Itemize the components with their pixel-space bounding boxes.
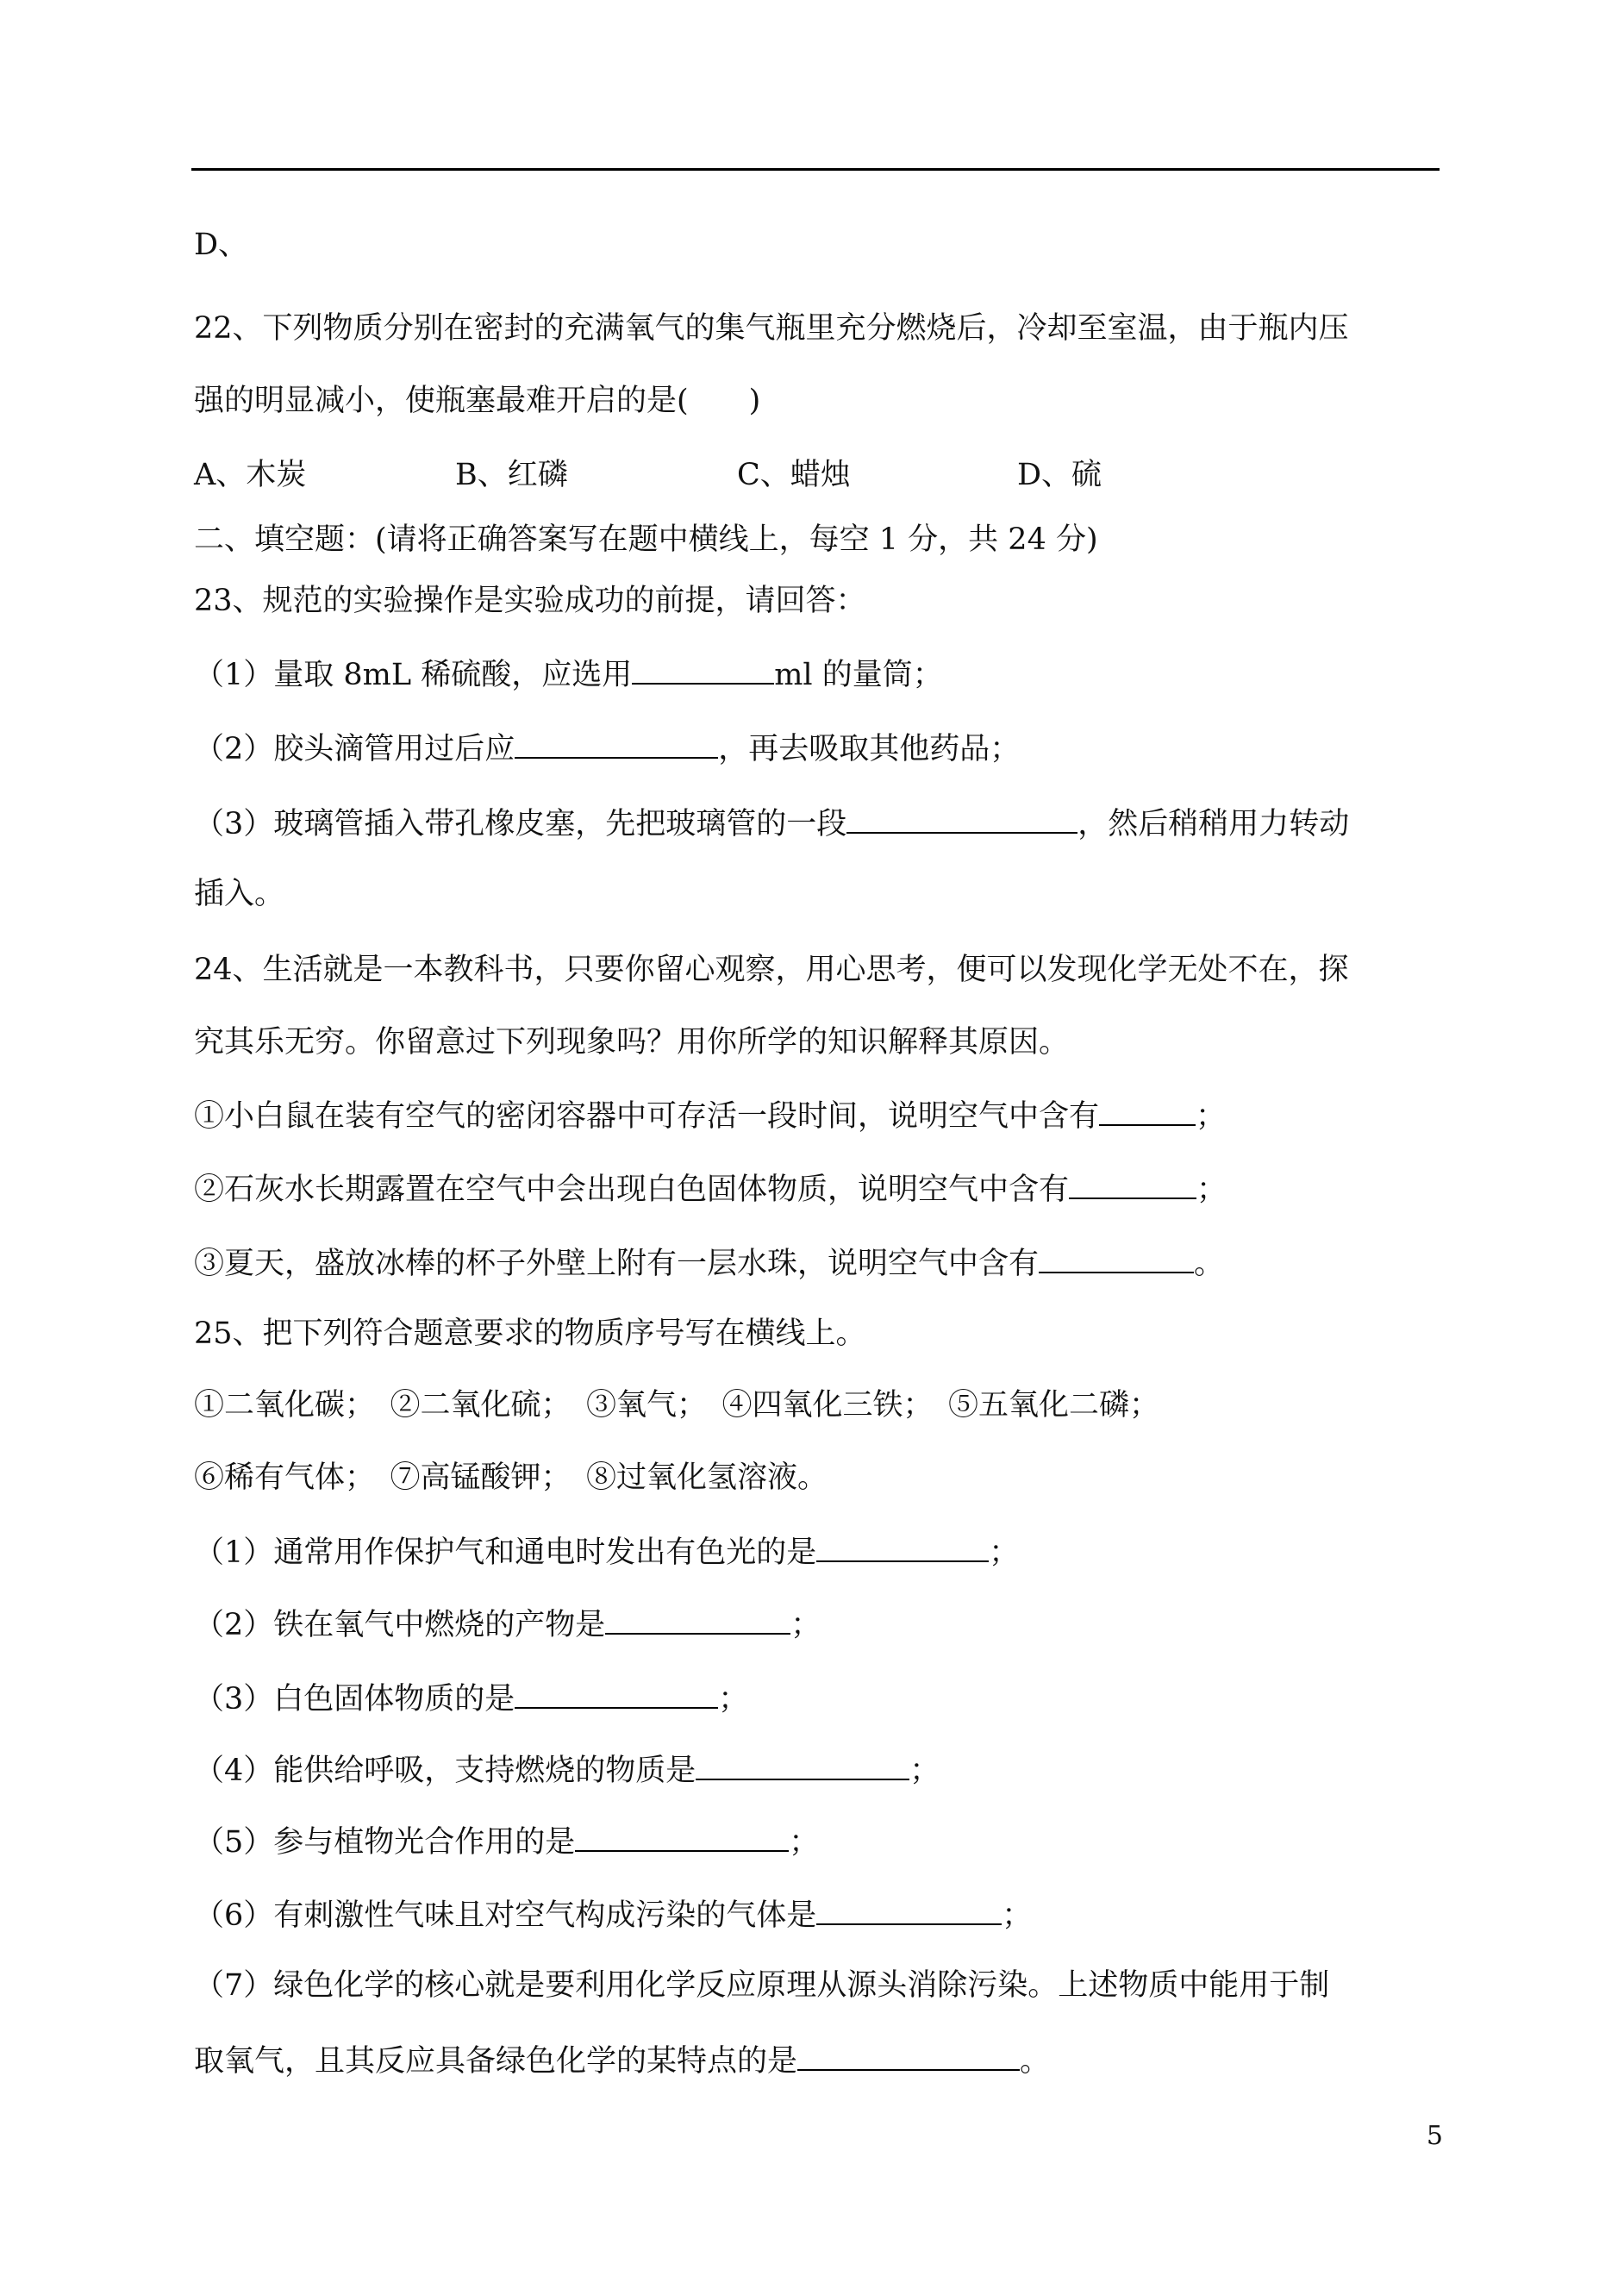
answer-blank[interactable] — [1039, 1242, 1194, 1273]
q24-stem-line1: 24、生活就是一本教科书，只要你留心观察，用心思考，便可以发现化学无处不在，探 — [194, 953, 1349, 987]
answer-blank[interactable] — [515, 728, 718, 759]
q25-stem: 25、把下列符合题意要求的物质序号写在横线上。 — [194, 1316, 866, 1351]
q25-part-6: （6）有刺激性气味且对空气构成污染的气体是 ； — [194, 1894, 1032, 1935]
q21-option-d: D、 — [194, 228, 249, 262]
q25-part-2: （2）铁在氧气中燃烧的产物是 ； — [194, 1604, 821, 1644]
answer-blank[interactable] — [797, 2040, 1020, 2071]
q24-stem-line2: 究其乐无穷。你留意过下列现象吗？用你所学的知识解释其原因。 — [194, 1025, 1070, 1060]
q23-part-3-cont: 插入。 — [194, 877, 285, 911]
q24-item-2: ②石灰水长期露置在空气中会出现白色固体物质，说明空气中含有 ； — [194, 1168, 1227, 1209]
q23-part-1: （1）量取 8mL 稀硫酸，应选用 ml 的量筒； — [194, 653, 943, 694]
answer-blank[interactable] — [515, 1678, 718, 1709]
q23-part-2: （2）胶头滴管用过后应 ，再去吸取其他药品； — [194, 728, 1020, 768]
answer-blank[interactable] — [816, 1531, 989, 1562]
q22-option-a: A、木炭 — [194, 458, 307, 492]
q24-item-1: ①小白鼠在装有空气的密闭容器中可存活一段时间，说明空气中含有 ； — [194, 1095, 1226, 1135]
q25-part-4: （4）能供给呼吸，支持燃烧的物质是 ； — [194, 1749, 940, 1790]
answer-blank[interactable] — [816, 1894, 1002, 1925]
answer-blank[interactable] — [846, 803, 1077, 834]
q25-part-7-line1: （7）绿色化学的核心就是要利用化学反应原理从源头消除污染。上述物质中能用于制 — [194, 1968, 1330, 2003]
q22-option-c: C、蜡烛 — [737, 458, 851, 492]
answer-blank[interactable] — [575, 1821, 789, 1852]
q22-option-d: D、硫 — [1017, 458, 1102, 492]
section-2-title: 二、填空题：(请将正确答案写在题中横线上，每空 1 分，共 24 分) — [194, 522, 1098, 557]
answer-blank[interactable] — [1069, 1168, 1196, 1199]
q22-stem-line1: 22、下列物质分别在密封的充满氧气的集气瓶里充分燃烧后，冷却至室温，由于瓶内压 — [194, 311, 1349, 346]
q22-stem-line2: 强的明显减小，使瓶塞最难开启的是( ) — [194, 384, 761, 418]
header-rule — [191, 168, 1440, 171]
answer-blank[interactable] — [696, 1749, 909, 1780]
q22-option-b: B、红磷 — [455, 458, 568, 492]
q25-substance-list-1: ①二氧化碳； ②二氧化硫； ③氧气； ④四氧化三铁； ⑤五氧化二磷； — [194, 1388, 1160, 1423]
q25-part-7-line2: 取氧气，且其反应具备绿色化学的某特点的是 。 — [194, 2040, 1050, 2080]
answer-blank[interactable] — [605, 1604, 790, 1635]
answer-blank[interactable] — [632, 653, 774, 685]
q23-stem: 23、规范的实验操作是实验成功的前提，请回答： — [194, 584, 866, 618]
q24-item-3: ③夏天，盛放冰棒的杯子外壁上附有一层水珠，说明空气中含有 。 — [194, 1242, 1224, 1283]
q25-part-1: （1）通常用作保护气和通电时发出有色光的是 ； — [194, 1531, 1019, 1572]
page-number: 5 — [1426, 2121, 1443, 2151]
q23-part-3: （3）玻璃管插入带孔橡皮塞，先把玻璃管的一段 ，然后稍稍用力转动 — [194, 803, 1349, 843]
q25-part-3: （3）白色固体物质的是 ； — [194, 1678, 748, 1718]
q25-substance-list-2: ⑥稀有气体； ⑦高锰酸钾； ⑧过氧化氢溶液。 — [194, 1460, 828, 1495]
q25-part-5: （5）参与植物光合作用的是 ； — [194, 1821, 819, 1861]
answer-blank[interactable] — [1099, 1095, 1196, 1126]
